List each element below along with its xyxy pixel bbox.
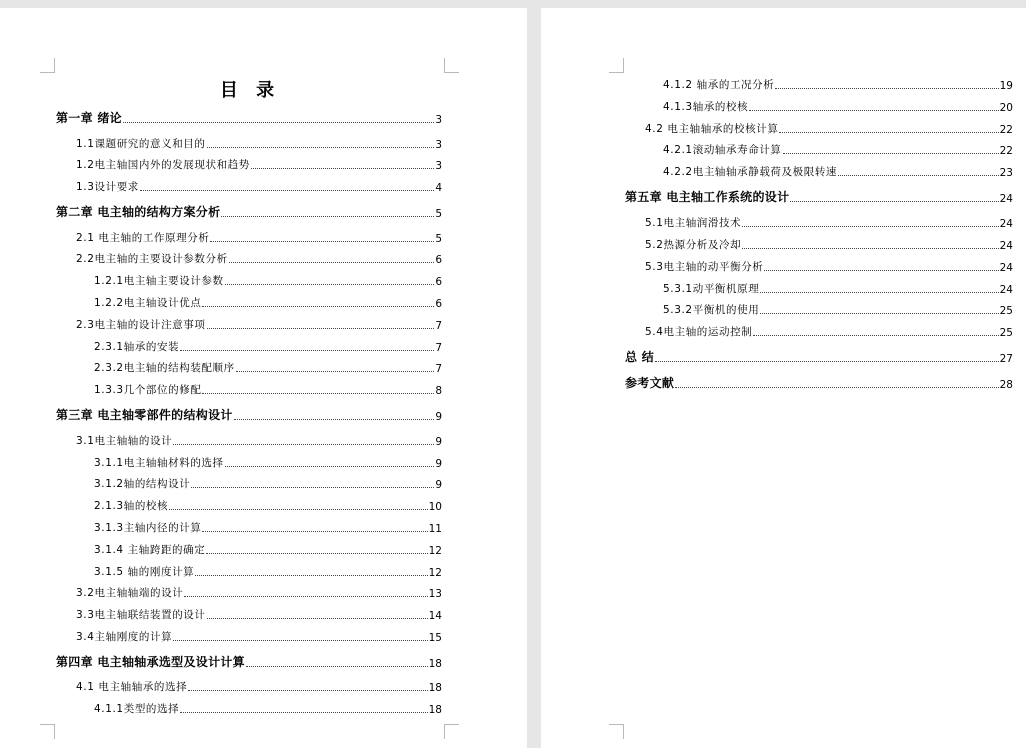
toc-page-number: 19 <box>999 80 1013 92</box>
toc-entry-title: 总 结 <box>625 350 655 365</box>
toc-entry[interactable] <box>94 519 442 535</box>
dot-leader <box>229 261 435 263</box>
toc-entry[interactable] <box>94 338 442 354</box>
toc-page-number: 6 <box>435 276 442 289</box>
toc-page-number: 8 <box>435 385 442 398</box>
toc-page-number: 24 <box>999 193 1013 206</box>
dot-leader <box>123 121 434 123</box>
dot-leader <box>783 152 999 154</box>
document-page-right <box>541 8 1026 748</box>
toc-entry-title: 4.2.1滚动轴承寿命计算 <box>663 144 782 157</box>
toc-page-number: 11 <box>428 522 442 535</box>
toc-entry[interactable] <box>76 678 442 694</box>
toc-entry-title: 参考文献 <box>625 376 675 391</box>
dot-leader <box>191 486 434 488</box>
toc-page-number: 9 <box>435 411 442 424</box>
toc-entry[interactable] <box>663 141 1013 157</box>
toc-entry[interactable] <box>645 323 1013 339</box>
toc-chapter-entry[interactable] <box>56 407 442 423</box>
toc-entry-title: 4.1.2 轴承的工况分析 <box>663 79 775 91</box>
crop-mark-top-left <box>609 58 624 73</box>
toc-entry[interactable] <box>663 301 1013 317</box>
dot-leader <box>195 574 427 576</box>
dot-leader <box>173 443 434 445</box>
dot-leader <box>188 689 427 691</box>
toc-entry[interactable] <box>94 497 442 513</box>
toc-page-number: 13 <box>428 588 442 601</box>
toc-page-number: 7 <box>435 341 442 354</box>
dot-leader <box>675 386 998 388</box>
toc-entry-title: 第三章 电主轴零部件的结构设计 <box>56 408 233 423</box>
toc-entry[interactable] <box>663 280 1013 296</box>
toc-page-number: 23 <box>999 167 1013 180</box>
dot-leader <box>234 418 435 420</box>
dot-leader <box>173 639 427 641</box>
toc-entry-title: 3.2电主轴轴端的设计 <box>76 587 184 600</box>
dot-leader <box>225 283 435 285</box>
dot-leader <box>779 131 998 133</box>
toc-page-number: 25 <box>999 327 1013 340</box>
toc-entry[interactable] <box>76 156 442 172</box>
toc-entry[interactable] <box>94 563 442 579</box>
toc-page-number: 6 <box>435 254 442 267</box>
document-page-left <box>0 8 527 748</box>
dot-leader <box>775 87 998 89</box>
toc-entry[interactable] <box>94 454 442 470</box>
dot-leader <box>184 595 427 597</box>
dot-leader <box>207 617 428 619</box>
toc-entry[interactable] <box>663 76 1013 92</box>
toc-page-number: 5 <box>435 208 442 221</box>
toc-chapter-entry[interactable] <box>56 654 442 670</box>
toc-entry-title: 3.1电主轴轴的设计 <box>76 434 173 447</box>
dot-leader <box>753 334 998 336</box>
toc-page-number: 6 <box>435 298 442 310</box>
dot-leader <box>210 240 434 242</box>
toc-entry-title: 4.1 电主轴轴承的选择 <box>76 681 188 694</box>
toc-entry[interactable] <box>76 135 442 151</box>
toc-entry-title: 1.2电主轴国内外的发展现状和趋势 <box>76 159 250 172</box>
toc-entry[interactable] <box>76 178 442 194</box>
toc-page-number: 3 <box>435 114 442 126</box>
toc-page-number: 28 <box>999 379 1013 392</box>
toc-page-number: 12 <box>428 544 442 557</box>
dot-leader <box>742 225 998 227</box>
toc-page-number: 5 <box>435 232 442 245</box>
toc-chapter-entry[interactable] <box>625 189 1013 205</box>
toc-chapter-entry[interactable] <box>56 110 442 126</box>
toc-page-number: 9 <box>435 435 442 448</box>
toc-page-number: 27 <box>999 353 1013 366</box>
toc-entry-title: 5.3.1动平衡机原理 <box>663 282 760 295</box>
toc-entry[interactable] <box>645 258 1013 274</box>
crop-mark-bottom-right <box>444 724 459 739</box>
toc-entry[interactable] <box>76 250 442 266</box>
toc-page-number: 10 <box>428 501 442 514</box>
crop-mark-top-right <box>444 58 459 73</box>
dot-leader <box>790 200 998 202</box>
dot-leader <box>236 370 435 372</box>
dot-leader <box>207 146 435 148</box>
dot-leader <box>760 312 998 314</box>
toc-entry-title: 5.3电主轴的动平衡分析 <box>645 260 764 273</box>
toc-entry[interactable] <box>663 98 1013 114</box>
toc-entry[interactable] <box>94 700 442 716</box>
dot-leader <box>760 291 998 293</box>
toc-page-number: 24 <box>999 283 1013 296</box>
toc-entry-title: 4.1.1类型的选择 <box>94 703 180 716</box>
toc-entry[interactable] <box>645 214 1013 230</box>
toc-chapter-entry[interactable] <box>625 349 1013 365</box>
toc-page-number: 22 <box>999 123 1013 136</box>
dot-leader <box>140 189 434 191</box>
toc-entry-title: 3.1.1电主轴轴材料的选择 <box>94 456 224 469</box>
toc-entry-title: 2.2电主轴的主要设计参数分析 <box>76 253 228 266</box>
toc-page-number: 24 <box>999 240 1013 252</box>
toc-entry-title: 1.3设计要求 <box>76 181 139 194</box>
toc-page-number: 3 <box>435 138 442 151</box>
toc-entry-title: 第二章 电主轴的结构方案分析 <box>56 205 221 220</box>
dot-leader <box>202 530 427 532</box>
toc-page-number: 18 <box>428 682 442 695</box>
dot-leader <box>749 109 998 111</box>
toc-page-number: 14 <box>428 610 442 623</box>
toc-page-number: 25 <box>999 305 1013 318</box>
dot-leader <box>202 305 434 307</box>
toc-entry-title: 1.3.3几个部位的修配 <box>94 384 202 397</box>
toc-page-number: 7 <box>435 319 442 332</box>
dot-leader <box>180 349 434 351</box>
toc-page-number: 9 <box>435 457 442 470</box>
toc-entry-title: 1.2.1电主轴主要设计参数 <box>94 275 224 288</box>
toc-page-number: 4 <box>435 182 442 195</box>
toc-entry-title: 5.1电主轴润滑技术 <box>645 217 742 230</box>
toc-entry[interactable] <box>76 606 442 622</box>
toc-page-number: 18 <box>428 704 442 717</box>
toc-entry-title: 2.1 电主轴的工作原理分析 <box>76 231 210 244</box>
toc-entry-title: 3.4主轴刚度的计算 <box>76 630 173 643</box>
dot-leader <box>742 247 998 249</box>
toc-entry[interactable] <box>76 584 442 600</box>
toc-entry[interactable] <box>76 432 442 448</box>
dot-leader <box>221 215 434 217</box>
crop-mark-bottom-left <box>609 724 624 739</box>
toc-entry[interactable] <box>645 236 1013 252</box>
toc-entry-title: 第一章 绪论 <box>56 111 122 125</box>
toc-entry[interactable] <box>94 541 442 557</box>
toc-page-number: 20 <box>999 101 1013 114</box>
toc-chapter-entry[interactable] <box>625 375 1013 391</box>
dot-leader <box>764 269 998 271</box>
dot-leader <box>207 327 435 329</box>
dot-leader <box>202 392 434 394</box>
toc-entry-title: 2.3电主轴的设计注意事项 <box>76 318 206 331</box>
toc-entry-title: 5.4电主轴的运动控制 <box>645 326 753 339</box>
toc-entry-title: 2.3.1轴承的安装 <box>94 340 180 353</box>
dot-leader <box>225 465 435 467</box>
toc-page-number: 9 <box>435 479 442 492</box>
toc-entry[interactable] <box>94 475 442 491</box>
toc-entry[interactable] <box>94 272 442 288</box>
toc-page-number: 24 <box>999 261 1013 274</box>
dot-leader <box>246 665 428 667</box>
dot-leader <box>180 711 427 713</box>
toc-entry-title: 5.3.2平衡机的使用 <box>663 304 760 317</box>
toc-entry-title: 3.1.4 主轴跨距的确定 <box>94 543 206 556</box>
toc-entry-title: 第四章 电主轴轴承选型及设计计算 <box>56 654 245 669</box>
toc-entry-title: 3.1.3主轴内径的计算 <box>94 521 202 534</box>
toc-entry-title: 4.1.3轴承的校核 <box>663 100 749 113</box>
toc-entry[interactable] <box>645 120 1013 136</box>
toc-entry[interactable] <box>94 294 442 310</box>
toc-entry[interactable] <box>94 359 442 375</box>
toc-entry[interactable] <box>76 316 442 332</box>
toc-entry-title: 3.1.2轴的结构设计 <box>94 478 191 491</box>
toc-page-number: 15 <box>428 631 442 644</box>
toc-entry[interactable] <box>663 163 1013 179</box>
toc-chapter-entry[interactable] <box>56 204 442 220</box>
toc-page-number: 3 <box>435 160 442 173</box>
toc-title: 目 录 <box>219 80 281 101</box>
toc-entry[interactable] <box>76 229 442 245</box>
toc-entry-title: 1.1课题研究的意义和目的 <box>76 137 206 150</box>
toc-entry-title: 2.1.3轴的校核 <box>94 500 169 513</box>
dot-leader <box>169 508 428 510</box>
toc-page-number: 24 <box>999 218 1013 231</box>
dot-leader <box>251 167 434 169</box>
crop-mark-bottom-left <box>40 724 55 739</box>
toc-entry-title: 1.2.2电主轴设计优点 <box>94 297 202 309</box>
toc-entry-title: 2.3.2电主轴的结构装配顺序 <box>94 362 235 375</box>
toc-page-number: 22 <box>999 145 1013 158</box>
toc-entry-title: 3.1.5 轴的刚度计算 <box>94 565 195 578</box>
dot-leader <box>838 174 999 176</box>
toc-entry-title: 第五章 电主轴工作系统的设计 <box>625 190 790 205</box>
toc-entry-title: 5.2热源分析及冷却 <box>645 239 742 251</box>
toc-page-number: 7 <box>435 363 442 376</box>
dot-leader <box>655 360 999 362</box>
dot-leader <box>206 552 427 554</box>
toc-page-number: 18 <box>428 657 442 670</box>
toc-entry-title: 4.2.2电主轴轴承静载荷及极限转速 <box>663 166 838 179</box>
toc-entry-title: 3.3电主轴联结装置的设计 <box>76 609 206 622</box>
toc-page-number: 12 <box>428 566 442 579</box>
toc-entry-title: 4.2 电主轴轴承的校核计算 <box>645 122 779 135</box>
crop-mark-top-left <box>40 58 55 73</box>
toc-entry[interactable] <box>76 628 442 644</box>
toc-entry[interactable] <box>94 381 442 397</box>
